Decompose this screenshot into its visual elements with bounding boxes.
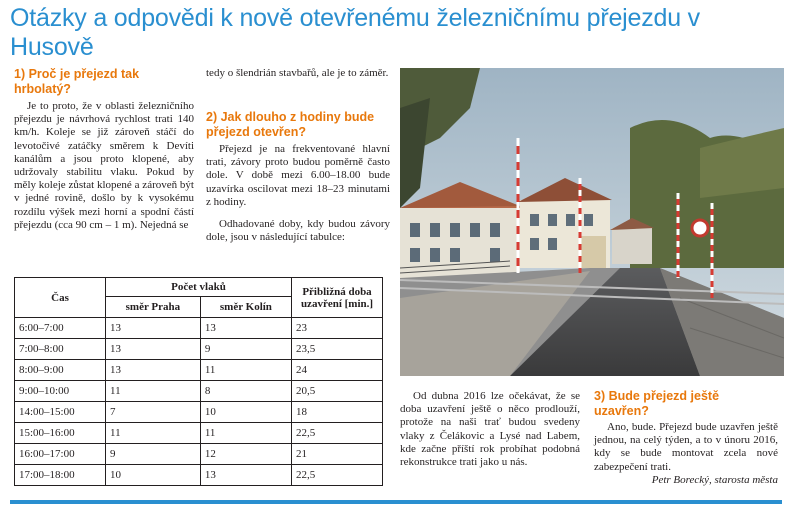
- cell-closure: 21: [292, 444, 383, 465]
- q2-text-1: Přejezd je na frekventované hlavní trati, závory proto budou poměrně často dole. V době mezi 6.00–18.00 bude uzavírka oscilovat mezi 18–23 minutami z hodiny.: [206, 143, 390, 208]
- cell-praha: 10: [106, 465, 201, 486]
- cell-praha: 11: [106, 423, 201, 444]
- cell-time: 9:00–10:00: [15, 381, 106, 402]
- cell-praha: 9: [106, 444, 201, 465]
- table-row: [15, 381, 383, 402]
- cell-closure: 20,5: [292, 381, 383, 402]
- cell-time: 7:00–8:00: [15, 339, 106, 360]
- closure-table: [14, 277, 383, 486]
- cell-kolin: 13: [200, 318, 291, 339]
- cell-closure: 22,5: [292, 465, 383, 486]
- q2-text-2: Odhadované doby, kdy budou závory dole, jsou v následující tabulce:: [206, 218, 390, 244]
- cell-praha: 13: [106, 339, 201, 360]
- cell-kolin: 10: [200, 402, 291, 423]
- cell-kolin: 13: [200, 465, 291, 486]
- railway-crossing-photo: [400, 68, 784, 376]
- cell-kolin: 9: [200, 339, 291, 360]
- cell-closure: 24: [292, 360, 383, 381]
- q3-answer: [594, 421, 778, 487]
- cell-closure: 23,5: [292, 339, 383, 360]
- table-row: [15, 402, 383, 423]
- cell-kolin: 12: [200, 444, 291, 465]
- cell-praha: 13: [106, 318, 201, 339]
- cell-kolin: 11: [200, 360, 291, 381]
- table-row: [15, 318, 383, 339]
- col-praha-header: směr Praha: [106, 297, 201, 318]
- col-trains-header: Počet vlaků: [106, 278, 292, 297]
- q2-title: 2) Jak dlouho z hodiny bude přejezd otevřen?: [206, 110, 375, 139]
- cell-praha: 11: [106, 381, 201, 402]
- col-kolin-header: směr Kolín: [200, 297, 291, 318]
- q1-title: 1) Proč je přejezd tak hrbolatý?: [14, 67, 140, 96]
- cell-praha: 13: [106, 360, 201, 381]
- cell-praha: 7: [106, 402, 201, 423]
- cell-time: 8:00–9:00: [15, 360, 106, 381]
- signature: Petr Borecký, starosta města: [651, 473, 778, 486]
- table-row: [15, 339, 383, 360]
- q1-continuation: tedy o šlendrián stavbařů, ale je to záměr.: [206, 67, 389, 79]
- col-closure-header: Přibližná doba uzavření [min.]: [292, 278, 383, 318]
- table-row: [15, 444, 383, 465]
- cell-closure: 23: [292, 318, 383, 339]
- cell-closure: 22,5: [292, 423, 383, 444]
- table-row: [15, 423, 383, 444]
- mid-paragraph: Od dubna 2016 lze očekávat, že se doba uzavření ještě o něco prodlouží, protože na naši trať budou svedeny vlaky z Čelákovic a Lysé nad Labem, kde začne příští rok probíhat podobná rekonstrukce trati jako u nás.: [400, 390, 580, 469]
- cell-time: 14:00–15:00: [15, 402, 106, 423]
- cell-time: 6:00–7:00: [15, 318, 106, 339]
- q1-text: Je to proto, že v oblasti železničního přejezdu je návrhová rychlost trati 140 km/h. Koleje se již zároveň stáčí do levotočivé zatáčky směrem k Devíti kanálům a jsou proto klopené, aby udržovaly stabilitu vlaku. Pokud by měly koleje zůstat klopené a zároveň být v jedné rovině, došlo by k vysokému rozdílu výšek mezi horní a spodní částí přejezdu (cca 90 cm – 1 m). Nejedná se: [14, 100, 194, 231]
- cell-kolin: 8: [200, 381, 291, 402]
- table-row: [15, 465, 383, 486]
- cell-time: 16:00–17:00: [15, 444, 106, 465]
- q3-title: 3) Bude přejezd ještě uzavřen?: [594, 389, 720, 418]
- cell-kolin: 11: [200, 423, 291, 444]
- cell-time: 15:00–16:00: [15, 423, 106, 444]
- bottom-rule: [10, 500, 782, 504]
- railway-crossing-illustration: [400, 68, 784, 376]
- cell-closure: 18: [292, 402, 383, 423]
- col-time-header: Čas: [15, 278, 106, 318]
- headline: Otázky a odpovědi k nově otevřenému železničnímu přejezdu v Husově: [10, 4, 700, 61]
- table-row: [15, 360, 383, 381]
- cell-time: 17:00–18:00: [15, 465, 106, 486]
- q3-text: Ano, bude. Přejezd bude uzavřen ještě jednou, na celý týden, a to v únoru 2016, kdy se bude montovat zcela nové zabezpečení trati.: [594, 421, 778, 473]
